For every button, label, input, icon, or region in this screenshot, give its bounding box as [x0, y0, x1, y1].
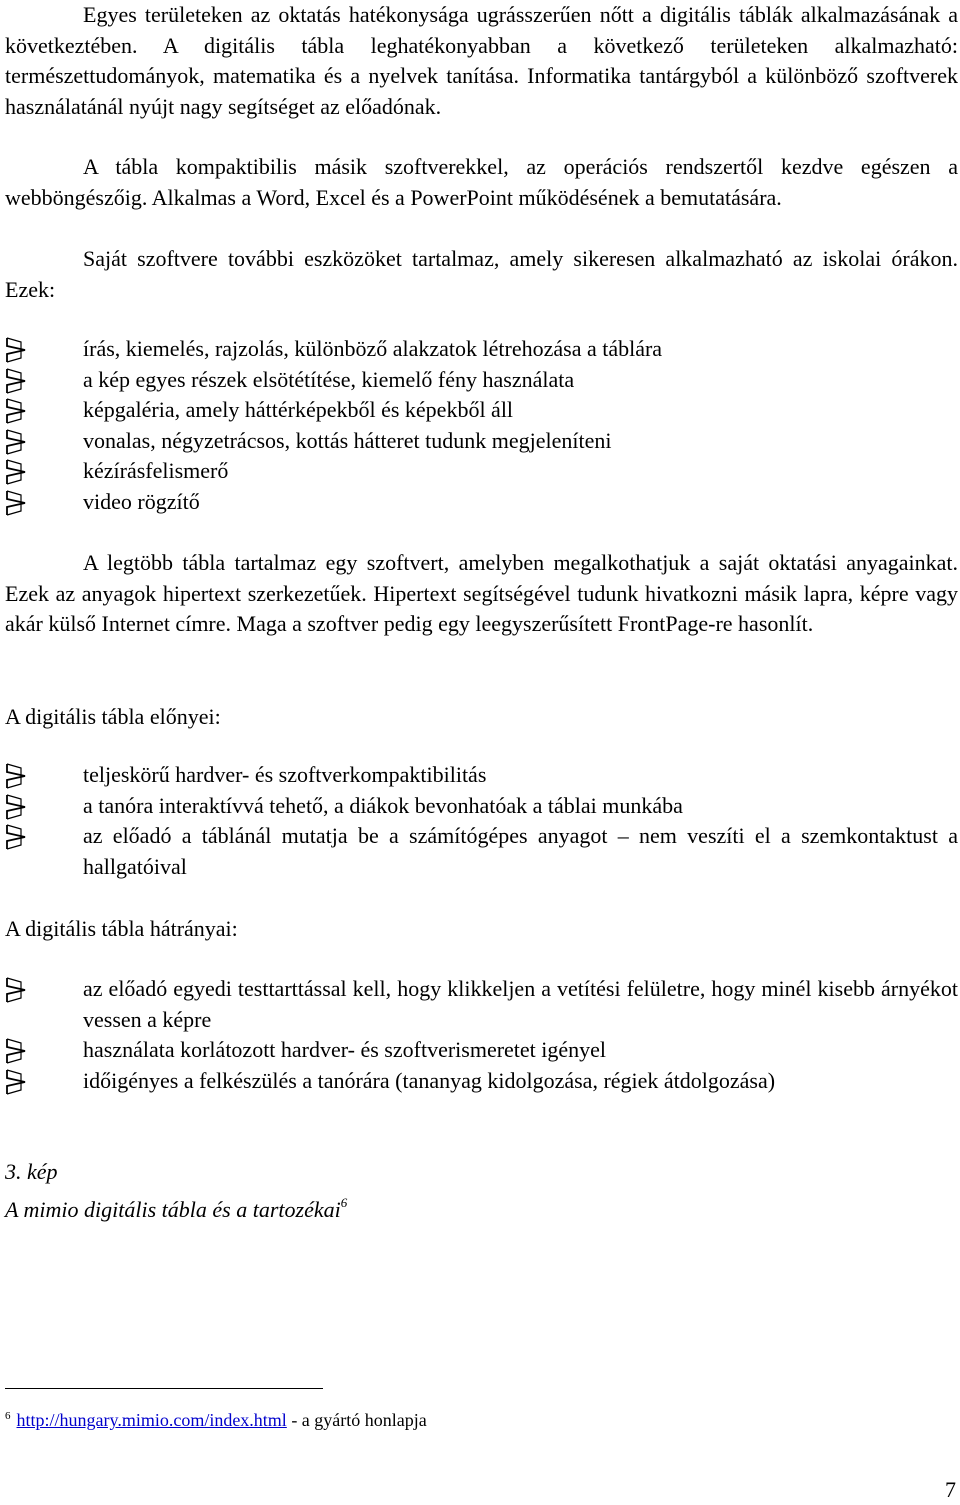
paragraph-intro-text: Egyes területeken az oktatás hatékonysága ugrásszerűen nőtt a digitális táblák alkalmazásának a következtében. A digitális tábla leghatékonyabban a következő területeken alkalmazható: természettudományok, matematika és a nyelvek tanítása. Informatika tantárgyból a különböző szoftverek használatánál nyújt nagy segítséget az előadónak. [5, 2, 958, 119]
checkbox-arrow-icon [5, 1069, 29, 1095]
advantage-item [5, 760, 958, 791]
footnote-number: 6 [5, 1410, 11, 1422]
disadvantage-item-text: időigényes a felkészülés a tanórára (tananyag kidolgozása, régiek átdolgozása) [83, 1067, 776, 1093]
footnote-link[interactable]: http://hungary.mimio.com/index.html [16, 1410, 287, 1430]
tool-item [5, 426, 958, 457]
disadvantage-item [5, 974, 958, 1035]
paragraph-compatibility: A tábla kompaktibilis másik szoftverekkel, az operációs rendszertől kezdve egészen a webböngészőig. Alkalmas a Word, Excel és a PowerPoint működésének a bemutatására. [5, 154, 958, 210]
tool-item [5, 334, 958, 365]
checkbox-arrow-icon [5, 429, 29, 455]
footnote-separator [5, 1388, 323, 1389]
disadvantage-item-text: az előadó egyedi testtarttással kell, hogy klikkeljen a vetítési felületre, hogy minél kisebb árnyékot vessen a képre [83, 976, 958, 1032]
checkbox-arrow-icon [5, 794, 29, 820]
page-number: 7 [945, 1477, 956, 1502]
checkbox-arrow-icon [5, 763, 29, 789]
paragraph-hypertext: A legtöbb tábla tartalmaz egy szoftvert, amelyben megalkothatjuk a saját oktatási anyagainkat. Ezek az anyagok hipertext szerkezetűek. Hipertext segítségével tudunk hivatkozni másik lapra, képre vagy akár külső Internet címre. Maga a szoftver pedig egy leegyszerűsített FrontPage-re hasonlít. [5, 550, 958, 636]
tool-item-text: írás, kiemelés, rajzolás, különböző alakzatok létrehozása a táblára [83, 336, 663, 361]
advantage-item-text: a tanóra interaktívvá tehető, a diákok bevonhatóak a táblai munkába [83, 792, 683, 818]
checkbox-arrow-icon [5, 824, 29, 850]
footnote-text: - a gyártó honlapja [286, 1410, 427, 1430]
checkbox-arrow-icon [5, 459, 29, 485]
checkbox-arrow-icon [5, 490, 29, 516]
tools-list [5, 334, 958, 517]
advantage-item [5, 791, 958, 822]
tool-item [5, 456, 958, 487]
paragraph-intro [5, 0, 958, 122]
advantages-list [5, 760, 958, 882]
figure-title-text: A mimio digitális tábla és a tartozékai [5, 1196, 341, 1222]
tool-item-text: video rögzítő [83, 488, 200, 514]
disadvantage-item [5, 1066, 958, 1097]
tool-item-text: a kép egyes részek elsötétítése, kiemelő fény használata [83, 366, 575, 392]
figure-title [5, 1188, 347, 1226]
checkbox-arrow-icon [5, 398, 29, 424]
advantage-item-text: az előadó a táblánál mutatja be a számítógépes anyagot – nem veszíti el a szemkontaktust a hallgatóival [83, 823, 958, 879]
tool-item-text: kézírásfelismerő [83, 458, 229, 483]
disadvantage-item [5, 1035, 958, 1066]
disadvantage-item-text: használata korlátozott hardver- és szoftverismeretet igényel [83, 1037, 607, 1062]
disadvantages-heading: A digitális tábla hátrányai: [5, 916, 238, 941]
advantage-item [5, 821, 958, 882]
figure-caption [5, 1157, 347, 1225]
advantages-heading: A digitális tábla előnyei: [5, 704, 221, 729]
tool-item [5, 487, 958, 518]
checkbox-arrow-icon [5, 1038, 29, 1064]
tool-item [5, 365, 958, 396]
checkbox-arrow-icon [5, 368, 29, 394]
figure-number: 3. kép [5, 1159, 58, 1184]
footnote [5, 1404, 427, 1432]
checkbox-arrow-icon [5, 977, 29, 1003]
checkbox-arrow-icon [5, 337, 29, 363]
tool-item [5, 395, 958, 426]
tool-item-text: vonalas, négyzetrácsos, kottás hátteret tudunk megjeleníteni [83, 427, 612, 453]
footnote-reference[interactable]: 6 [340, 1194, 348, 1210]
paragraph-software-tools: Saját szoftvere további eszközöket tartalmaz, amely sikeresen alkalmazható az iskolai órákon. Ezek: [5, 246, 958, 302]
disadvantages-list [5, 974, 958, 1096]
advantage-item-text: teljeskörű hardver- és szoftverkompaktibilitás [83, 762, 487, 787]
tool-item-text: képgaléria, amely háttérképekből és képekből áll [83, 397, 514, 422]
